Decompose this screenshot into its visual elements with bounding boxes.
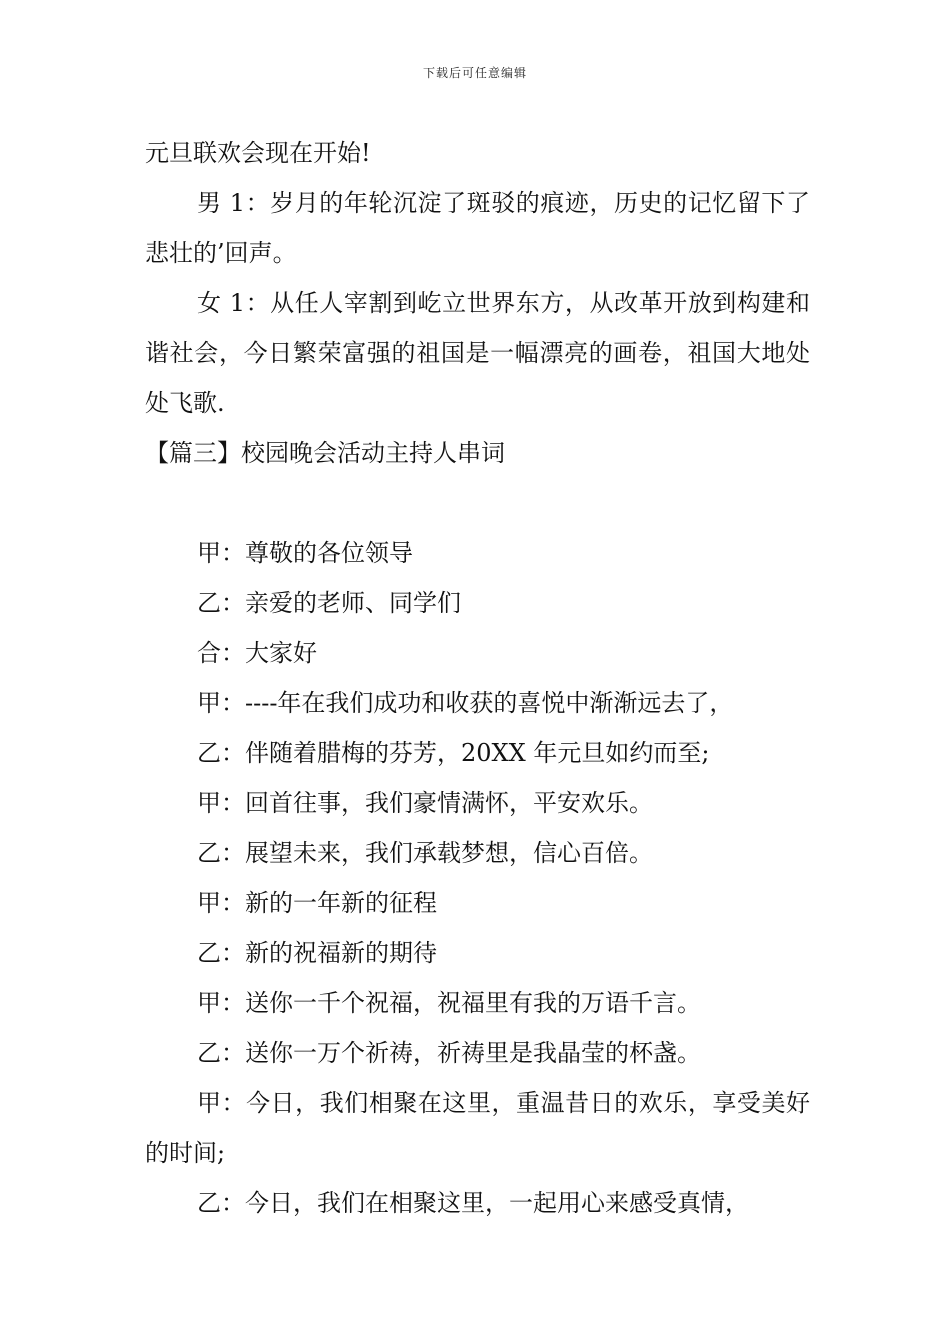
paragraph: 甲：送你一千个祝福，祝福里有我的万语千言。 [197,989,701,1017]
blank-line [145,478,810,528]
paragraph: 甲：今日，我们相聚在这里，重温昔日的欢乐，享受美好的时间; [145,1089,810,1167]
paragraph: 乙：今日，我们在相聚这里，一起用心来感受真情， [197,1189,749,1217]
paragraph: 乙：新的祝福新的期待 [197,939,437,967]
page-header: 下载后可任意编辑 [422,66,527,80]
paragraph: 乙：送你一万个祈祷，祈祷里是我晶莹的杯盏。 [197,1039,701,1067]
paragraph: 甲：----年在我们成功和收获的喜悦中渐渐远去了， [197,689,734,717]
paragraph: 元旦联欢会现在开始! [145,139,371,167]
paragraph: 乙：亲爱的老师、同学们 [197,589,461,617]
paragraph: 甲：尊敬的各位领导 [197,539,413,567]
paragraph: 【篇三】校园晚会活动主持人串词 [145,439,505,467]
paragraph: 甲：新的一年新的征程 [197,889,437,917]
paragraph: 合：大家好 [197,639,317,667]
paragraph: 甲：回首往事，我们豪情满怀，平安欢乐。 [197,789,653,817]
paragraph: 女 1：从任人宰割到屹立世界东方，从改革开放到构建和谐社会，今日繁荣富强的祖国是一幅漂亮的画卷，祖国大地处处飞歌. [145,289,810,417]
paragraph: 乙：展望未来，我们承载梦想，信心百倍。 [197,839,653,867]
paragraph: 乙：伴随着腊梅的芬芳，20XX 年元旦如约而至; [197,739,710,767]
paragraph: 男 1：岁月的年轮沉淀了斑驳的痕迹，历史的记忆留下了悲壮的’回声。 [145,189,810,267]
document-body [145,128,810,1228]
